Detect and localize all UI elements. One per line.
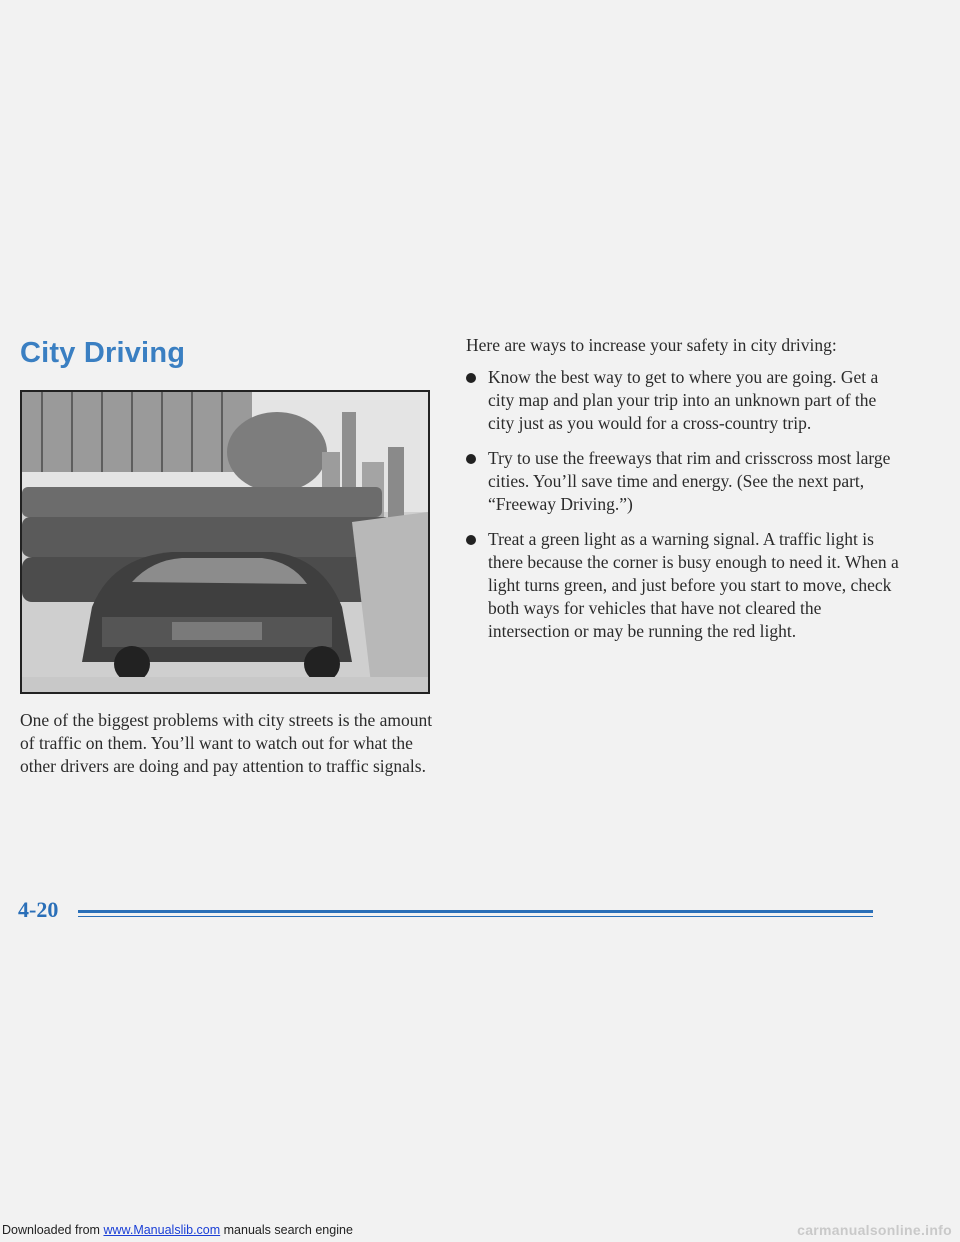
- list-item-text: Know the best way to get to where you are going. Get a city map and plan your trip into an unknown part of the city just as you would for a cross-country trip.: [488, 367, 879, 433]
- watermark: carmanualsonline.info: [797, 1222, 952, 1238]
- manualslib-link[interactable]: www.Manualslib.com: [103, 1223, 221, 1237]
- footer-suffix: manuals search engine: [220, 1223, 353, 1237]
- footer-rule: [78, 910, 873, 913]
- bullet-icon: [466, 373, 476, 383]
- traffic-paragraph: One of the biggest problems with city streets is the amount of traffic on them. You’ll want to watch out for what the other drivers are doing and pay attention to traffic signals.: [20, 710, 433, 776]
- city-traffic-drawing: [22, 392, 428, 692]
- bullet-icon: [466, 454, 476, 464]
- section-title: City Driving: [20, 337, 186, 369]
- list-item: [466, 366, 906, 435]
- download-footer: [2, 1223, 353, 1237]
- list-item-text: Treat a green light as a warning signal. A traffic light is there because the corner is busy enough to need it. When a light turns green, and just before you start to move, check both ways for vehicles that have not cleared the intersection or may be running the red light.: [488, 529, 899, 641]
- bullet-icon: [466, 535, 476, 545]
- city-traffic-illustration: [20, 390, 430, 694]
- page-number: 4-20: [18, 897, 59, 922]
- list-item: [466, 447, 906, 516]
- footer-rule-thin: [78, 916, 873, 917]
- list-item: [466, 528, 906, 643]
- list-item-text: Try to use the freeways that rim and crisscross most large cities. You’ll save time and energy. (See the next part, “Freeway Driving.”): [488, 448, 891, 514]
- tips-intro: Here are ways to increase your safety in city driving:: [466, 335, 837, 355]
- tips-list: [466, 366, 906, 655]
- footer-prefix: Downloaded from: [2, 1223, 104, 1237]
